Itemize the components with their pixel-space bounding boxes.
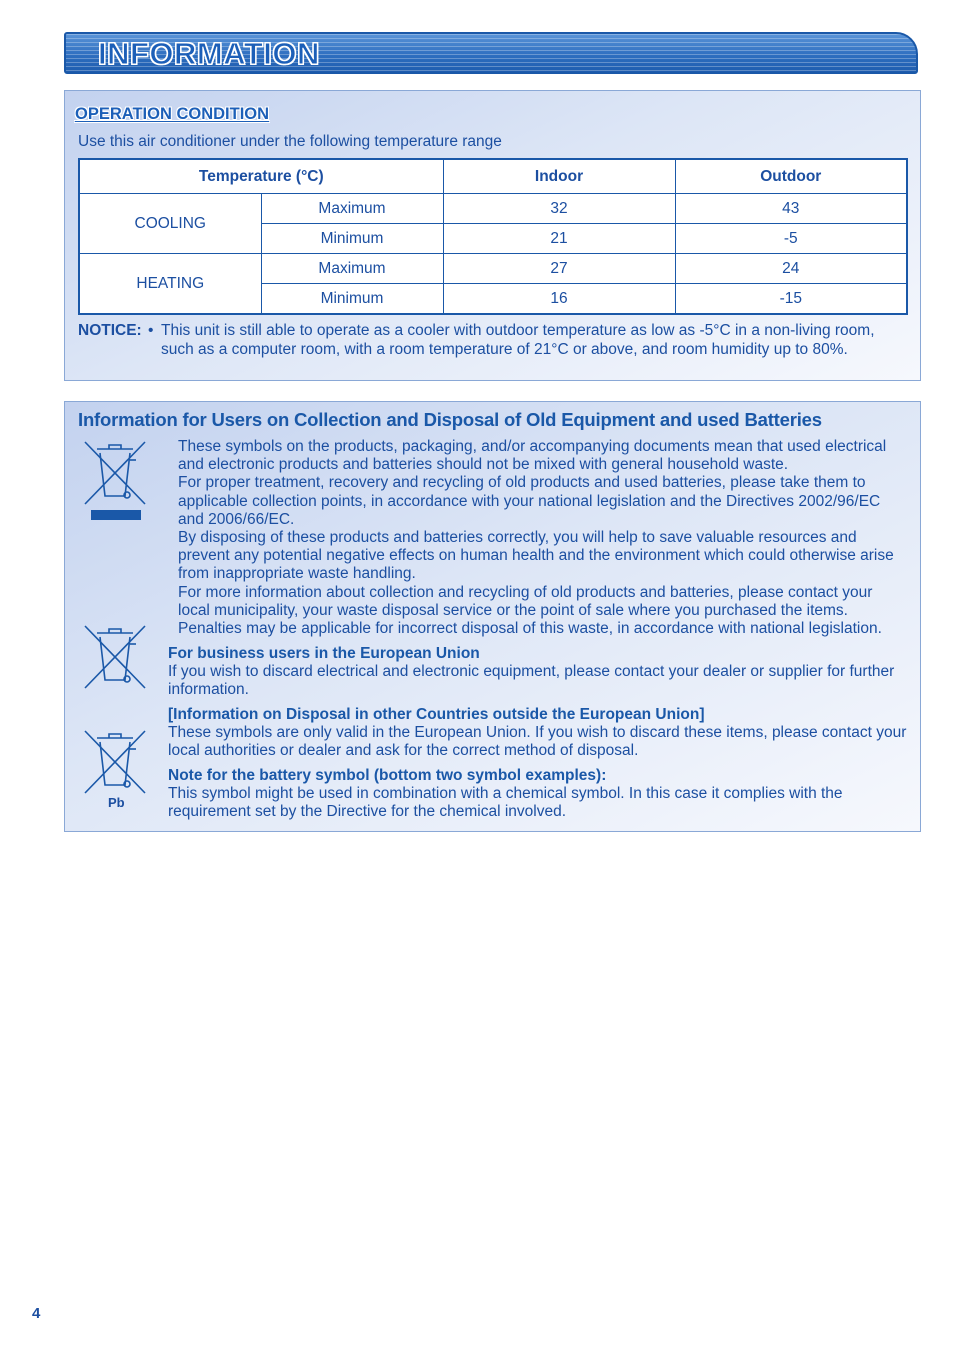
notice-label: NOTICE: — [78, 322, 142, 339]
page-title: INFORMATION — [98, 36, 320, 71]
outdoor-cell: 43 — [675, 194, 907, 224]
level-cell: Minimum — [261, 284, 443, 315]
outside-eu-title: [Information on Disposal in other Countries outside the European Union] — [168, 706, 705, 723]
table-row — [79, 194, 907, 224]
battery-note-title: Note for the battery symbol (bottom two symbol examples): — [168, 767, 607, 784]
battery-note-section — [168, 767, 910, 822]
crossed-out-wheelie-bin-icon — [83, 624, 147, 690]
operation-condition-title: OPERATION CONDITION — [75, 105, 270, 123]
temperature-table — [78, 158, 908, 315]
table-header-outdoor: Outdoor — [675, 159, 907, 194]
outside-eu-text: These symbols are only valid in the European Union. If you wish to discard these items, please contact your local authorities or dealer and ask for the correct method of disposal. — [168, 724, 907, 760]
disposal-main-text — [178, 438, 908, 638]
crossed-out-wheelie-bin-icon — [83, 440, 147, 522]
notice-text: This unit is still able to operate as a cooler with outdoor temperature as low as -5°C in a non-living room, such as a computer room, with a room temperature of 21°C or above, and room humidity up to 80%. — [161, 322, 875, 358]
chemical-symbol-label: Pb — [108, 795, 125, 810]
level-cell: Maximum — [261, 194, 443, 224]
indoor-cell: 32 — [443, 194, 675, 224]
mode-cell-cooling: COOLING — [79, 194, 261, 254]
business-users-title: For business users in the European Union — [168, 645, 480, 662]
level-cell: Minimum — [261, 224, 443, 254]
table-header-row — [79, 159, 907, 194]
level-cell: Maximum — [261, 254, 443, 284]
outdoor-cell: 24 — [675, 254, 907, 284]
disposal-paragraph: For proper treatment, recovery and recycling of old products and used batteries, please take them to applicable collection points, in accordance with your national legislation and the Directives 2002/96/EC and 2006/66/EC. — [178, 474, 881, 528]
table-header-temperature: Temperature (°C) — [79, 159, 443, 194]
indoor-cell: 16 — [443, 284, 675, 315]
operation-condition-panel — [64, 90, 921, 381]
table-row — [79, 254, 907, 284]
page-number: 4 — [32, 1305, 41, 1322]
mode-cell-heating: HEATING — [79, 254, 261, 315]
business-users-text: If you wish to discard electrical and electronic equipment, please contact your dealer or supplier for further information. — [168, 663, 895, 699]
outdoor-cell: -5 — [675, 224, 907, 254]
disposal-title: Information for Users on Collection and Disposal of Old Equipment and used Batteries — [78, 409, 822, 430]
business-users-section — [168, 645, 910, 700]
header-banner — [64, 32, 918, 74]
table-header-indoor: Indoor — [443, 159, 675, 194]
indoor-cell: 21 — [443, 224, 675, 254]
outside-eu-section — [168, 706, 910, 761]
indoor-cell: 27 — [443, 254, 675, 284]
disposal-paragraph: By disposing of these products and batteries correctly, you will help to save valuable resources and prevent any potential negative effects on human health and the environment which could otherwise arise from inappropriate waste handling. — [178, 529, 894, 583]
disposal-info-panel — [64, 401, 921, 832]
crossed-out-wheelie-bin-icon — [83, 729, 147, 795]
notice-bullet: • — [148, 322, 154, 339]
battery-note-text: This symbol might be used in combination with a chemical symbol. In this case it complies with the requirement set by the Directive for the chemical involved. — [168, 785, 843, 821]
outdoor-cell: -15 — [675, 284, 907, 315]
operation-condition-subtitle: Use this air conditioner under the following temperature range — [78, 133, 502, 150]
disposal-paragraph: For more information about collection and recycling of old products and batteries, please contact your local municipality, your waste disposal service or the point of sale where you purchased the items. — [178, 583, 873, 619]
disposal-paragraph: These symbols on the products, packaging, and/or accompanying documents mean that used electrical and electronic products and batteries should not be mixed with general household waste. — [178, 438, 887, 474]
disposal-paragraph: Penalties may be applicable for incorrect disposal of this waste, in accordance with national legislation. — [178, 620, 882, 638]
